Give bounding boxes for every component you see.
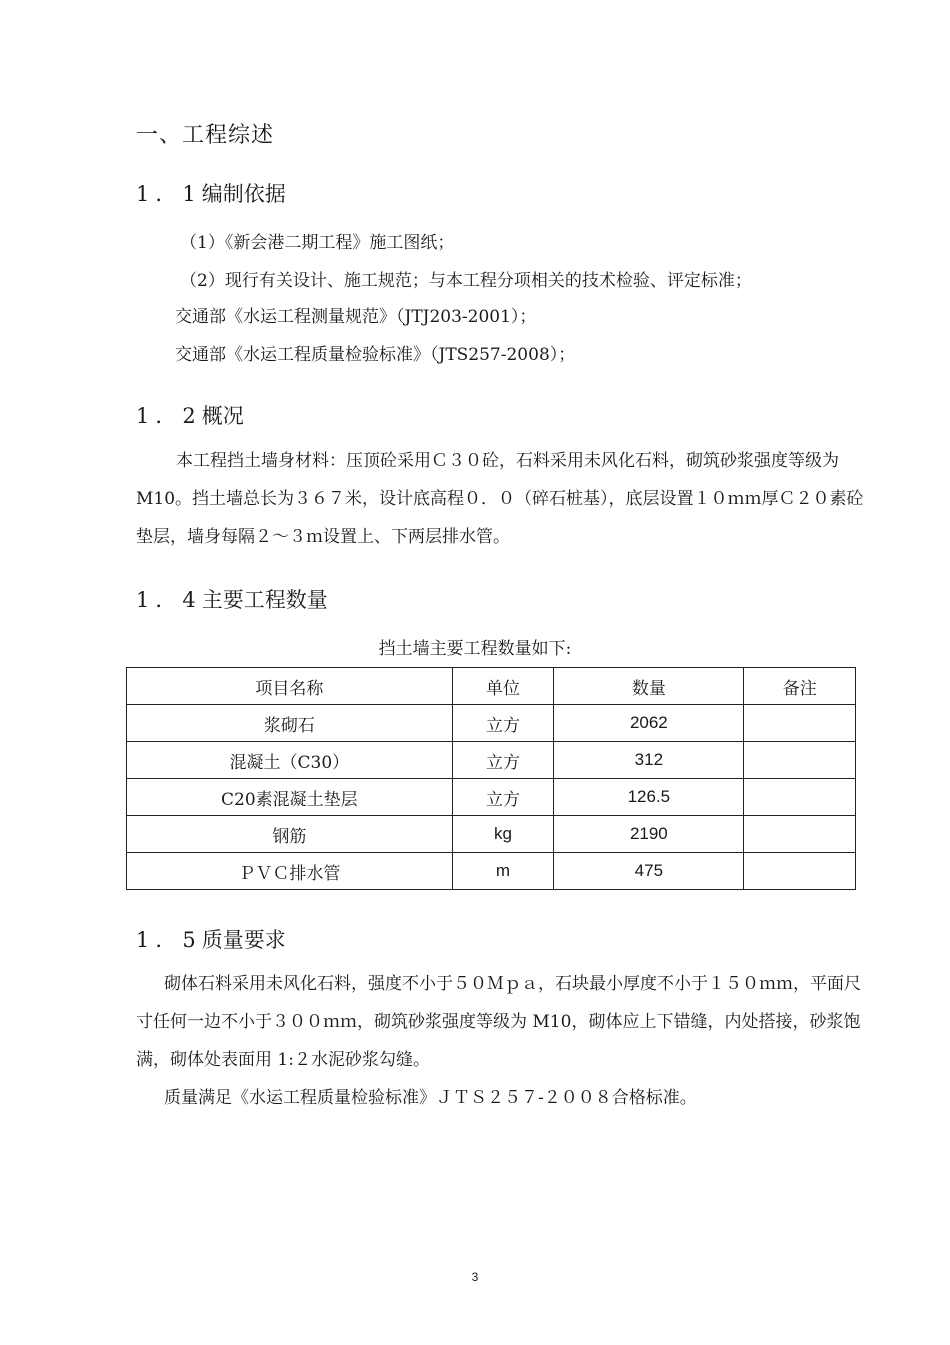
cell-unit: kg — [452, 816, 554, 853]
basis-item-3: 交通部《水运工程测量规范》（JTJ203-2001）； — [175, 307, 537, 327]
cell-unit: 立方 — [452, 705, 554, 742]
cell-quantity: 126.5 — [554, 779, 744, 816]
quality-text-1: 砌体石料采用未风化石料，强度不小于５０Ｍｐａ，石块最小厚度不小于１５０ｍｍ，平面尺寸任何一边不小于３００ｍｍ，砌筑砂浆强度等级为 M10，砌体应上下错缝，内处搭接，砂浆饱满，砌体处表面用 1:２水泥砂浆勾缝。 — [136, 974, 861, 1070]
cell-remark — [744, 742, 856, 779]
header-remark: 备注 — [744, 668, 856, 705]
heading-number: 1．4 — [136, 588, 202, 612]
table-row — [127, 705, 856, 742]
cell-unit: m — [452, 853, 554, 890]
heading-1-5 — [136, 924, 286, 954]
basis-item-2: （2）现行有关设计、施工规范；与本工程分项相关的技术检验、评定标准； — [180, 271, 752, 291]
heading-number: 1．5 — [136, 928, 202, 952]
page-number: 3 — [471, 1270, 479, 1284]
table-row — [127, 816, 856, 853]
table-row — [127, 853, 856, 890]
heading-1-4 — [136, 584, 328, 614]
basis-item-1: （1）《新会港二期工程》施工图纸； — [180, 233, 455, 253]
heading-text: 编制依据 — [201, 182, 286, 206]
table-row — [127, 779, 856, 816]
cell-remark — [744, 779, 856, 816]
cell-quantity: 475 — [554, 853, 744, 890]
cell-remark — [744, 705, 856, 742]
cell-item-name: 钢筋 — [127, 816, 453, 853]
cell-item-name: C20素混凝土垫层 — [127, 779, 453, 816]
heading-number: 1．1 — [136, 182, 202, 206]
cell-quantity: 2062 — [554, 705, 744, 742]
header-quantity: 数量 — [554, 668, 744, 705]
cell-item-name: ＰＶＣ排水管 — [127, 853, 453, 890]
quality-paragraphs — [136, 965, 864, 1117]
quality-text-2: 质量满足《水运工程质量检验标准》ＪＴＳ２５７-２００８合格标准。 — [164, 1088, 697, 1108]
table-header-row — [127, 668, 856, 705]
heading-1-2 — [136, 400, 244, 430]
cell-quantity: 2190 — [554, 816, 744, 853]
section-title: 一、工程综述 — [136, 123, 275, 148]
quantity-table — [126, 667, 856, 890]
heading-text: 质量要求 — [201, 928, 286, 952]
basis-item-4: 交通部《水运工程质量检验标准》（JTS257-2008）； — [175, 345, 576, 365]
cell-quantity: 312 — [554, 742, 744, 779]
overview-paragraph — [136, 442, 864, 556]
cell-item-name: 混凝土（C30） — [127, 742, 453, 779]
overview-text: 本工程挡土墙身材料：压顶砼采用Ｃ３０砼，石料采用未风化石料，砌筑砂浆强度等级为 M10。挡土墙总长为３６７米，设计底高程０．０（碎石桩基），底层设置１０ｍｍ厚Ｃ２０素砼垫层，墙身每隔２～３ｍ设置上、下两层排水管。 — [136, 451, 864, 547]
header-item-name: 项目名称 — [127, 668, 453, 705]
heading-number: 1．2 — [136, 404, 202, 428]
heading-1-1 — [136, 178, 286, 208]
cell-remark — [744, 853, 856, 890]
table-caption: 挡土墙主要工程数量如下: — [378, 639, 572, 659]
cell-unit: 立方 — [452, 779, 554, 816]
cell-remark — [744, 816, 856, 853]
cell-unit: 立方 — [452, 742, 554, 779]
header-unit: 单位 — [452, 668, 554, 705]
table-row — [127, 742, 856, 779]
cell-item-name: 浆砌石 — [127, 705, 453, 742]
heading-text: 概况 — [201, 404, 244, 428]
heading-text: 主要工程数量 — [201, 588, 328, 612]
